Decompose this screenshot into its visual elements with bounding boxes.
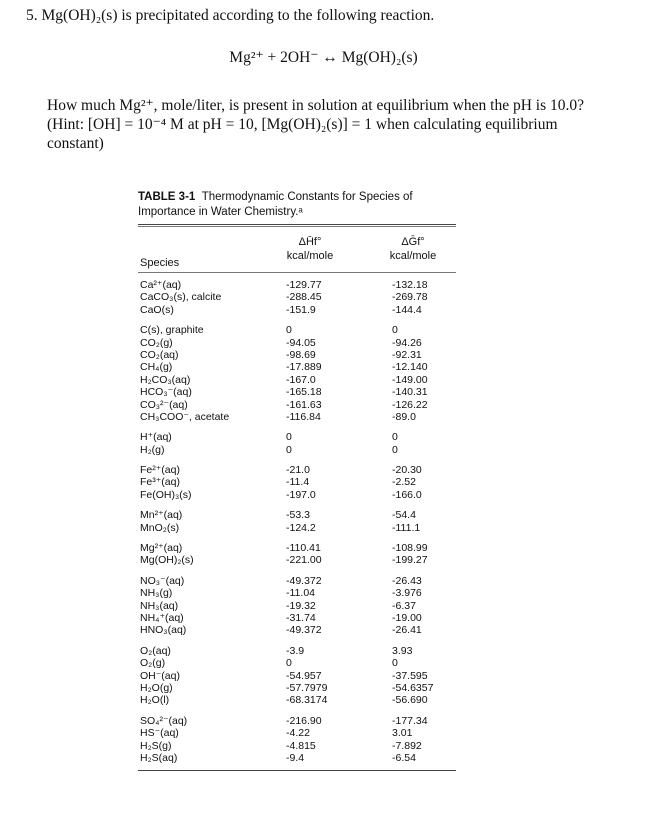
enthalpy-cell: -9.4: [286, 751, 305, 764]
enthalpy-cell: 0: [286, 657, 292, 670]
gibbs-cell: -26.41: [392, 624, 422, 637]
enthalpy-cell: -216.90: [286, 714, 322, 727]
species-cell: SO₄²⁻(aq): [140, 714, 188, 727]
table-title-line2: Importance in Water Chemistry.ᵃ: [138, 206, 303, 218]
species-cell: H⁺(aq): [140, 431, 172, 444]
table-top-rule: [138, 224, 456, 225]
enthalpy-cell: -165.18: [286, 386, 322, 399]
table-row: [138, 399, 456, 411]
table-row: [138, 386, 456, 398]
reaction-equation: Mg²⁺ + 2OH⁻ ↔ Mg(OH)₂(s): [229, 49, 418, 66]
species-cell: H₂(g): [140, 443, 165, 456]
enthalpy-cell: -167.0: [286, 373, 316, 386]
table-row: [138, 431, 456, 443]
gibbs-cell: -54.6357: [392, 681, 434, 694]
species-cell: Mg²⁺(aq): [140, 542, 183, 555]
species-cell: Fe³⁺(aq): [140, 476, 180, 489]
enthalpy-cell: -124.2: [286, 521, 316, 534]
enthalpy-cell: 0: [286, 443, 292, 456]
table-group: [138, 431, 456, 456]
table-body: [138, 279, 456, 764]
table-group: [138, 509, 456, 534]
enthalpy-cell: -57.7979: [286, 681, 328, 694]
table-row: [138, 715, 456, 727]
species-cell: CaO(s): [140, 303, 174, 316]
table-row: [138, 411, 456, 423]
question-line: constant): [47, 135, 104, 152]
species-cell: OH⁻(aq): [140, 669, 180, 682]
table-row: [138, 464, 456, 476]
header-gibbs: [372, 235, 454, 263]
thermodynamic-table: [138, 190, 456, 771]
species-cell: Fe(OH)₃(s): [140, 488, 192, 501]
species-cell: CO₂(aq): [140, 348, 179, 361]
species-cell: NH₄⁺(aq): [140, 611, 184, 624]
species-cell: O₂(aq): [140, 644, 171, 657]
table-row: [138, 542, 456, 554]
species-cell: O₂(g): [140, 657, 166, 670]
gibbs-cell: -94.26: [392, 336, 422, 349]
enthalpy-cell: -68.3174: [286, 694, 328, 707]
table-row: [138, 740, 456, 752]
species-cell: HCO₃⁻(aq): [140, 386, 192, 399]
gibbs-cell: -126.22: [392, 398, 428, 411]
gibbs-cell: -37.595: [392, 669, 428, 682]
table-row: [138, 279, 456, 291]
table-bottom-rule: [138, 770, 456, 771]
header-enthalpy-symbol: ΔH̄f°: [298, 236, 322, 248]
header-species: Species: [140, 257, 180, 269]
species-cell: H₂O(g): [140, 681, 173, 694]
question-number: 5.: [26, 7, 38, 24]
gibbs-cell: -166.0: [392, 488, 422, 501]
table-row: [138, 694, 456, 706]
enthalpy-cell: -161.63: [286, 398, 322, 411]
gibbs-cell: 3.93: [392, 644, 413, 657]
gibbs-cell: -108.99: [392, 542, 428, 555]
species-cell: CH₃COO⁻, acetate: [140, 410, 230, 423]
gibbs-cell: 0: [392, 443, 398, 456]
gibbs-cell: -199.27: [392, 554, 428, 567]
table-row: [138, 752, 456, 764]
table-group: [138, 464, 456, 501]
gibbs-cell: -20.30: [392, 464, 422, 477]
gibbs-cell: -111.1: [392, 521, 421, 534]
table-group: [138, 324, 456, 423]
species-cell: NO₃⁻(aq): [140, 574, 185, 587]
gibbs-cell: -140.31: [392, 386, 428, 399]
species-cell: H₂O(l): [140, 694, 170, 707]
gibbs-cell: -54.4: [392, 509, 416, 522]
gibbs-cell: -19.00: [392, 611, 422, 624]
header-rule: [138, 272, 456, 273]
gibbs-cell: -12.140: [392, 361, 428, 374]
table-row: [138, 444, 456, 456]
enthalpy-cell: -129.77: [286, 279, 322, 291]
table-row: [138, 509, 456, 521]
enthalpy-cell: -19.32: [286, 599, 316, 612]
table-row: [138, 624, 456, 636]
table-group: [138, 715, 456, 765]
gibbs-cell: -56.690: [392, 694, 428, 707]
enthalpy-cell: 0: [286, 431, 292, 444]
gibbs-cell: 0: [392, 431, 398, 444]
table-row: [138, 522, 456, 534]
table-row: [138, 587, 456, 599]
enthalpy-cell: -49.372: [286, 624, 322, 637]
enthalpy-cell: -21.0: [286, 464, 310, 477]
question-line: (Hint: [OH] = 10⁻⁴ M at pH = 10, [Mg(OH)₂(s)] = 1 when calculating equilibrium: [47, 116, 558, 133]
enthalpy-cell: -3.9: [286, 644, 305, 657]
enthalpy-cell: -49.372: [286, 574, 322, 587]
table-group: [138, 575, 456, 637]
species-cell: NH₃(aq): [140, 599, 179, 612]
enthalpy-cell: -98.69: [286, 348, 316, 361]
header-enthalpy-unit: kcal/mole: [286, 250, 334, 262]
species-cell: MnO₂(s): [140, 521, 180, 534]
table-title-line1: Thermodynamic Constants for Species of: [201, 191, 413, 203]
table-row: [138, 612, 456, 624]
species-cell: CH₄(g): [140, 361, 173, 374]
table-group: [138, 645, 456, 707]
gibbs-cell: -89.0: [392, 410, 416, 423]
enthalpy-cell: -221.00: [286, 554, 322, 567]
question-body: [47, 96, 605, 153]
enthalpy-cell: -110.41: [286, 542, 321, 555]
table-number: TABLE 3-1: [138, 191, 196, 203]
enthalpy-cell: -4.22: [286, 727, 310, 740]
species-cell: NH₃(g): [140, 587, 173, 600]
species-cell: Mg(OH)₂(s): [140, 554, 194, 567]
table-row: [138, 600, 456, 612]
enthalpy-cell: 0: [286, 324, 292, 337]
species-cell: HNO₃(aq): [140, 624, 187, 637]
gibbs-cell: -3.976: [392, 587, 422, 600]
header-enthalpy: [272, 235, 348, 263]
enthalpy-cell: -17.889: [286, 361, 322, 374]
table-row: [138, 727, 456, 739]
gibbs-cell: 0: [392, 657, 398, 670]
gibbs-cell: -92.31: [392, 348, 422, 361]
enthalpy-cell: -94.05: [286, 336, 316, 349]
table-group: [138, 542, 456, 567]
enthalpy-cell: -116.84: [286, 410, 321, 423]
gibbs-cell: -6.54: [392, 751, 416, 764]
table-row: [138, 361, 456, 373]
species-cell: Mn²⁺(aq): [140, 509, 183, 522]
gibbs-cell: -2.52: [392, 476, 416, 489]
species-cell: CO₃²⁻(aq): [140, 398, 188, 411]
enthalpy-cell: -53.3: [286, 509, 310, 522]
species-cell: H₂S(aq): [140, 751, 178, 764]
species-cell: CaCO₃(s), calcite: [140, 291, 222, 304]
enthalpy-cell: -54.957: [286, 669, 322, 682]
gibbs-cell: -177.34: [392, 714, 428, 727]
species-cell: HS⁻(aq): [140, 727, 179, 740]
table-row: [138, 554, 456, 566]
question-intro-text: Mg(OH)₂(s) is precipitated according to the following reaction.: [41, 7, 435, 24]
table-row: [138, 645, 456, 657]
table-row: [138, 374, 456, 386]
header-gibbs-symbol: ΔḠf°: [401, 236, 425, 248]
enthalpy-cell: -11.4: [286, 476, 310, 489]
header-gibbs-unit: kcal/mole: [389, 250, 437, 262]
species-cell: Ca²⁺(aq): [140, 279, 182, 291]
species-cell: C(s), graphite: [140, 324, 204, 337]
table-row: [138, 682, 456, 694]
table-row: [138, 324, 456, 336]
question-line: How much Mg²⁺, mole/liter, is present in solution at equilibrium when the pH is 10.0?: [47, 97, 584, 114]
enthalpy-cell: -11.04: [286, 587, 315, 600]
species-cell: CO₂(g): [140, 336, 173, 349]
table-group: [138, 279, 456, 316]
table-row: [138, 489, 456, 501]
enthalpy-cell: -151.9: [286, 303, 316, 316]
enthalpy-cell: -197.0: [286, 488, 316, 501]
question-intro: [26, 6, 434, 25]
enthalpy-cell: -4.815: [286, 739, 316, 752]
table-row: [138, 670, 456, 682]
gibbs-cell: -149.00: [392, 373, 428, 386]
table-row: [138, 657, 456, 669]
enthalpy-cell: -31.74: [286, 611, 316, 624]
enthalpy-cell: -288.45: [286, 291, 322, 304]
table-caption: [138, 190, 456, 220]
table-row: [138, 337, 456, 349]
table-row: [138, 476, 456, 488]
species-cell: H₂CO₃(aq): [140, 373, 191, 386]
gibbs-cell: 0: [392, 324, 398, 337]
table-row: [138, 304, 456, 316]
gibbs-cell: -26.43: [392, 574, 422, 587]
gibbs-cell: -144.4: [392, 303, 422, 316]
table-row: [138, 291, 456, 303]
table-header: [138, 227, 456, 271]
gibbs-cell: -132.18: [392, 279, 428, 291]
species-cell: Fe²⁺(aq): [140, 464, 180, 477]
table-row: [138, 349, 456, 361]
gibbs-cell: -6.37: [392, 599, 416, 612]
table-row: [138, 575, 456, 587]
gibbs-cell: 3.01: [392, 727, 413, 740]
gibbs-cell: -269.78: [392, 291, 428, 304]
species-cell: H₂S(g): [140, 739, 172, 752]
gibbs-cell: -7.892: [392, 739, 422, 752]
